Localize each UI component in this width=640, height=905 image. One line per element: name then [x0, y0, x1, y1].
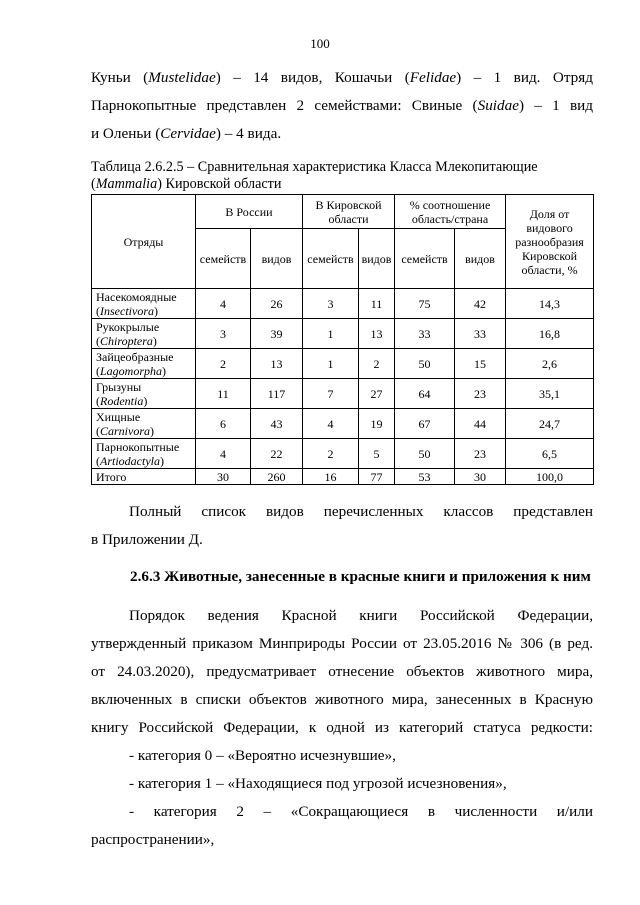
cell-value: 3	[196, 319, 251, 349]
redbook-line-4: включенных в списки объектов животного мира, занесенных в Красную	[91, 691, 593, 708]
cell-value: 19	[359, 409, 395, 439]
category-2-line-1: - категория 2 – «Сокращающиеся в численности и/или	[129, 803, 593, 820]
cell-value: 24,7	[506, 409, 594, 439]
header-ki-species: видов	[359, 229, 395, 289]
header-ratio: % соотношение область/страна	[395, 195, 506, 229]
order-name: Зайцеобразные (Lagomorpha)	[92, 349, 196, 379]
table-row-total	[92, 469, 594, 485]
cell-value: 11	[359, 289, 395, 319]
cell-value: 260	[251, 469, 303, 485]
cell-value: 33	[395, 319, 455, 349]
cell-value: 117	[251, 379, 303, 409]
table-row	[92, 439, 594, 469]
order-name: Парнокопытные (Artiodactyla)	[92, 439, 196, 469]
intro-line-2: Парнокопытные представлен 2 семействами: Свиные (Suidae) – 1 вид	[91, 97, 593, 114]
header-ru-families: семейств	[196, 229, 251, 289]
header-in-russia: В России	[196, 195, 303, 229]
order-name: Грызуны (Rodentia)	[92, 379, 196, 409]
cell-value: 42	[455, 289, 506, 319]
cell-value: 35,1	[506, 379, 594, 409]
intro-line-1: Куньи (Mustelidae) – 14 видов, Кошачьи (Felidae) – 1 вид. Отряд	[91, 69, 593, 86]
cell-value: 67	[395, 409, 455, 439]
cell-value: 53	[395, 469, 455, 485]
after-table-line-1: Полный список видов перечисленных классов представлен	[129, 503, 593, 520]
cell-value: 2	[303, 439, 359, 469]
cell-value: 23	[455, 379, 506, 409]
cell-value: 2,6	[506, 349, 594, 379]
cell-value: 15	[455, 349, 506, 379]
mammals-table	[91, 194, 594, 485]
page-number: 100	[310, 36, 330, 51]
header-ki-families: семейств	[303, 229, 359, 289]
cell-value: 30	[196, 469, 251, 485]
cell-value: 6	[196, 409, 251, 439]
cell-value: 16	[303, 469, 359, 485]
redbook-line-5: книгу Российской Федерации, к одной из категорий статуса редкости:	[91, 719, 593, 736]
cell-value: 2	[196, 349, 251, 379]
cell-value: 11	[196, 379, 251, 409]
intro-paragraph	[91, 64, 593, 148]
cell-value: 1	[303, 349, 359, 379]
cell-value: 100,0	[506, 469, 594, 485]
header-orders: Отряды	[92, 195, 196, 289]
order-name: Насекомоядные (Insectivora)	[92, 289, 196, 319]
cell-value: 23	[455, 439, 506, 469]
header-in-kirov: В Кировской области	[303, 195, 395, 229]
order-name: Рукокрылые (Chiroptera)	[92, 319, 196, 349]
category-2-line-2: распространении»,	[91, 831, 215, 848]
cell-value: 27	[359, 379, 395, 409]
cell-value: 6,5	[506, 439, 594, 469]
header-ru-species: видов	[251, 229, 303, 289]
header-share: Доля от видового разнообразия Кировской области, %	[506, 195, 594, 289]
redbook-line-2: утвержденный приказом Минприроды России от 23.05.2016 № 306 (в ред.	[91, 635, 593, 652]
after-table-paragraph	[91, 498, 593, 554]
cell-value: 4	[196, 289, 251, 319]
order-name: Хищные (Carnivora)	[92, 409, 196, 439]
table-row	[92, 349, 594, 379]
cell-value: 77	[359, 469, 395, 485]
cell-value: 33	[455, 319, 506, 349]
table-row	[92, 319, 594, 349]
cell-value: 2	[359, 349, 395, 379]
redbook-paragraph	[91, 602, 593, 854]
cell-value: 14,3	[506, 289, 594, 319]
cell-value: 13	[359, 319, 395, 349]
cell-value: 7	[303, 379, 359, 409]
header-pct-species: видов	[455, 229, 506, 289]
cell-value: 39	[251, 319, 303, 349]
cell-value: 30	[455, 469, 506, 485]
intro-line-3: и Оленьи (Cervidae) – 4 вида.	[91, 125, 282, 142]
cell-value: 43	[251, 409, 303, 439]
cell-value: 26	[251, 289, 303, 319]
table-row	[92, 289, 594, 319]
cell-value: 1	[303, 319, 359, 349]
cell-value: 22	[251, 439, 303, 469]
cell-value: 75	[395, 289, 455, 319]
cell-value: 4	[196, 439, 251, 469]
order-name: Итого	[92, 469, 196, 485]
redbook-line-3: от 24.03.2020), предусматривает отнесение объектов животного мира,	[91, 663, 593, 680]
cell-value: 13	[251, 349, 303, 379]
category-1: - категория 1 – «Находящиеся под угрозой исчезновения»,	[129, 775, 507, 792]
table-caption: Таблица 2.6.2.5 – Сравнительная характеристика Класса Млекопитающие (Mammalia) Кировской области	[91, 159, 538, 192]
section-heading: 2.6.3 Животные, занесенные в красные книги и приложения к ним	[130, 568, 591, 585]
cell-value: 16,8	[506, 319, 594, 349]
cell-value: 4	[303, 409, 359, 439]
table-row	[92, 409, 594, 439]
after-table-line-2: в Приложении Д.	[91, 531, 203, 548]
cell-value: 50	[395, 439, 455, 469]
redbook-line-1: Порядок ведения Красной книги Российской Федерации,	[129, 607, 593, 624]
cell-value: 5	[359, 439, 395, 469]
cell-value: 50	[395, 349, 455, 379]
cell-value: 44	[455, 409, 506, 439]
table-row	[92, 379, 594, 409]
category-0: - категория 0 – «Вероятно исчезнувшие»,	[129, 747, 396, 764]
header-pct-families: семейств	[395, 229, 455, 289]
cell-value: 3	[303, 289, 359, 319]
cell-value: 64	[395, 379, 455, 409]
